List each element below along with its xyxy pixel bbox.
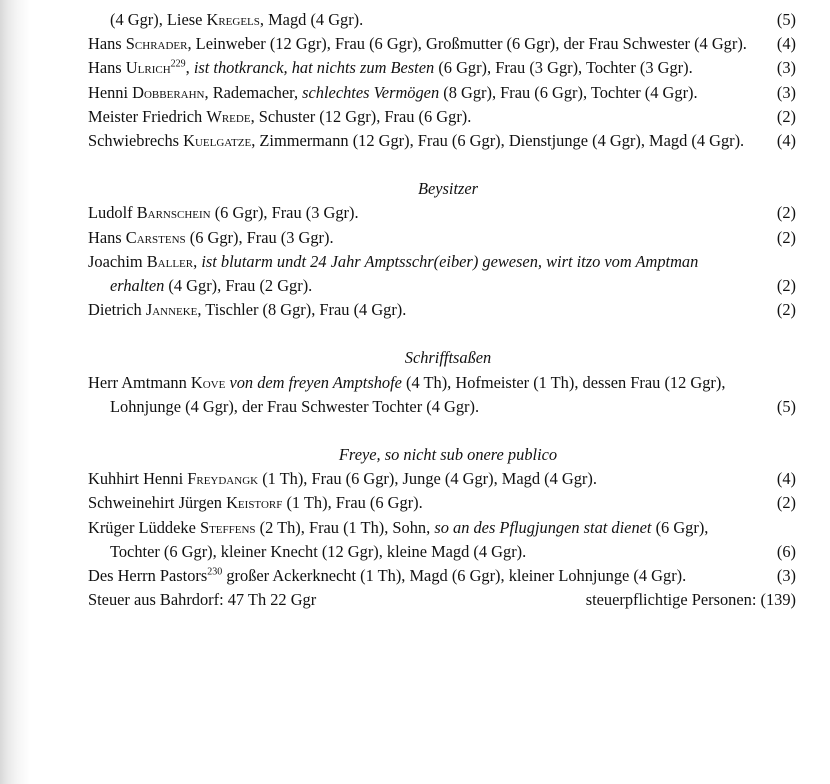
list-item: Hans Ulrich$^{229}$, ist thotkranck, hat nichts zum Besten (6 Ggr), Frau (3 Ggr), Tochter (3 Ggr). (3) (88, 56, 808, 80)
person-count: (2) (776, 493, 796, 513)
list-item: Hans Carstens (6 Ggr), Frau (3 Ggr). (2) (88, 226, 808, 250)
page-binding-shadow (0, 0, 30, 784)
person-count: (2) (776, 227, 796, 247)
person-count: (4) (776, 469, 796, 489)
list-item: Schweinehirt Jürgen Keistorf (1 Th), Frau (6 Ggr). (2) (88, 491, 808, 515)
person-count: (4) (776, 131, 796, 151)
list-item: Herr Amtmann Kove von dem freyen Amptshofe (4 Th), Hofmeister (1 Th), dessen Frau (12 Ggr), Lohnjunge (4 Ggr), der Frau Schwester Tochter (4 Ggr). (5) (88, 371, 808, 419)
person-count: (2) (776, 276, 796, 296)
list-item: Joachim Baller, ist blutarm undt 24 Jahr Amptsschr(eiber) gewesen, wirt itzo vom Amptman erhalten (4 Ggr), Frau (2 Ggr). (2) (88, 250, 808, 298)
person-count: (6) (776, 541, 796, 561)
person-count: (5) (776, 10, 796, 29)
section-heading: Beysitzer (417, 179, 479, 199)
tax-total-line (88, 588, 808, 612)
person-count: (3) (776, 566, 796, 586)
section-heading: Freye, so nicht sub onere publico (338, 445, 558, 465)
list-item: Kuhhirt Henni Freydangk (1 Th), Frau (6 Ggr), Junge (4 Ggr), Magd (4 Ggr). (4) (88, 467, 808, 491)
footnote-ref: 230 (207, 566, 223, 578)
list-item: Ludolf Barnschein (6 Ggr), Frau (3 Ggr). (2) (88, 201, 808, 225)
document-page (88, 8, 808, 612)
person-count: (3) (776, 58, 796, 78)
list-item: Henni Dobberahn, Rademacher, schlechtes Vermögen (8 Ggr), Frau (6 Ggr), Tochter (4 Ggr). (3) (88, 81, 808, 105)
tax-total: Steuer aus Bahrdorf: 47 Th 22 Ggr (88, 590, 317, 610)
person-count: (4) (776, 34, 796, 54)
list-item: Schwiebrechs Kuelgatze, Zimmermann (12 Ggr), Frau (6 Ggr), Dienstjunge (4 Ggr), Magd (4 Ggr). (4) (88, 129, 808, 153)
person-count: (3) (776, 82, 796, 102)
list-item: Krüger Lüddeke Steffens (2 Th), Frau (1 Th), Sohn, so an des Pflugjungen stat dienet (6 Ggr), Tochter (6 Ggr), kleiner Knecht (12 Ggr), kleine Magd (4 Ggr). (6) (88, 516, 808, 564)
person-count: (2) (776, 300, 796, 320)
list-item: Meister Friedrich Wrede, Schuster (12 Ggr), Frau (6 Ggr). (2) (88, 105, 808, 129)
taxable-persons-total: steuerpflichtige Personen: (139) (585, 590, 796, 610)
footnote-ref: 229 (170, 58, 186, 70)
list-item: (4 Ggr), Liese Kregels, Magd (4 Ggr). (5) (88, 8, 808, 32)
person-count: (2) (776, 203, 796, 223)
person-count: (2) (776, 106, 796, 126)
list-item: Des Herrn Pastors$^{230}$ großer Ackerknecht (1 Th), Magd (6 Ggr), kleiner Lohnjunge (4 Ggr). (3) (88, 564, 808, 588)
section-heading: Schrifftsaßen (404, 348, 492, 368)
list-item: Hans Schrader, Leinweber (12 Ggr), Frau (6 Ggr), Großmutter (6 Ggr), der Frau Schwester (4 Ggr). (4) (88, 32, 808, 56)
person-count: (5) (776, 396, 796, 416)
list-item: Dietrich Janneke, Tischler (8 Ggr), Frau (4 Ggr). (2) (88, 298, 808, 322)
